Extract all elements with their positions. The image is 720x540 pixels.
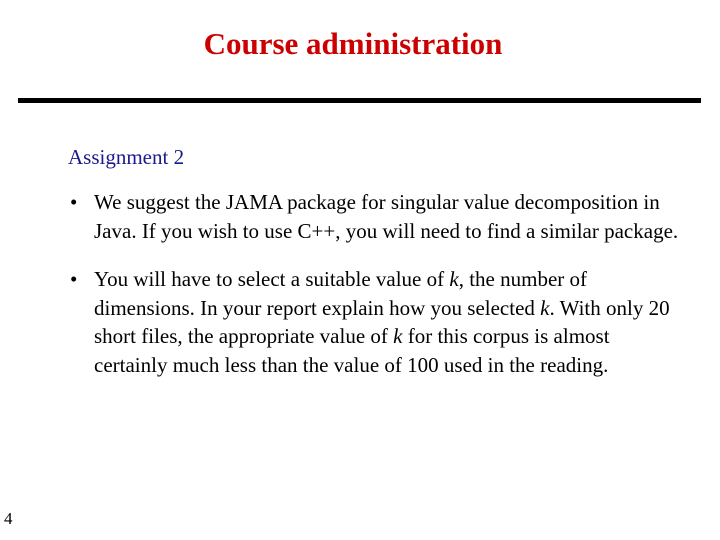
bullet-text [94,188,688,245]
bullet-point-icon: • [70,267,78,291]
bullet-text-run-italic: k [540,295,550,320]
bullet-text-run: for this corpus is almost certainly much less than the value of 100 used in the reading. [94,324,610,377]
bullet-text-run: We suggest the JAMA package for singular value decomposition in Java. If you wish to use C++, you will need to find a similar package. [94,190,679,243]
bullet-text-run: . With only 20 short files, the appropriate value of [94,295,670,348]
bullet-text-run: You will have to select a suitable value of [94,267,450,291]
bullet-point-icon: • [70,190,78,214]
slide-number: 4 [4,509,13,528]
bullet-text-run-italic: k [449,267,459,291]
bullet-item-2 [68,265,688,379]
divider-line [18,98,701,103]
bullet-text [94,265,688,379]
slide-title: Course administration [203,26,503,61]
bullet-list [68,188,688,399]
title-divider [18,98,701,105]
bullet-text-run-italic: k [393,324,403,348]
bullet-text-run: , the number of dimensions. In your report explain how you selected [94,267,587,320]
bullet-item-1 [68,188,688,245]
section-subheading: Assignment 2 [68,145,185,169]
